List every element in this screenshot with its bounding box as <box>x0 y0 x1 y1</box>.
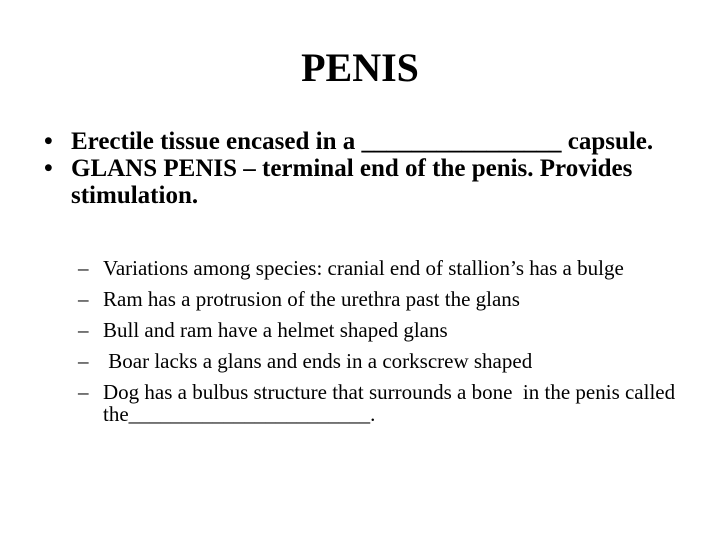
sub-bullet-item <box>78 381 698 425</box>
bullet-list <box>44 128 684 209</box>
sub-bullet-text: Dog has a bulbus structure that surrounds a bone in the penis called the_______________________. <box>103 380 681 426</box>
sub-bullet-text: Bull and ram have a helmet shaped glans <box>103 318 448 342</box>
sub-bullet-text: Boar lacks a glans and ends in a corkscrew shaped <box>103 349 533 373</box>
bullet-item <box>44 128 684 155</box>
sub-bullet-item <box>78 288 698 310</box>
sub-bullet-text: Ram has a protrusion of the urethra past the glans <box>103 287 520 311</box>
slide-title-text: PENIS <box>301 45 419 90</box>
sub-bullet-item <box>78 257 698 279</box>
bullet-marker: • <box>44 128 53 155</box>
dash-marker: – <box>78 256 89 280</box>
sub-bullet-item <box>78 350 698 372</box>
bullet-text: GLANS PENIS – terminal end of the penis. Provides stimulation. <box>71 155 633 209</box>
dash-marker: – <box>78 318 89 342</box>
sub-bullet-item <box>78 319 698 341</box>
dash-marker: – <box>78 287 89 311</box>
bullet-item <box>44 155 684 209</box>
dash-marker: – <box>78 349 89 373</box>
slide-title <box>0 44 720 92</box>
bullet-text: Erectile tissue encased in a ________________ capsule. <box>71 128 654 155</box>
sub-bullet-text: Variations among species: cranial end of stallion’s has a bulge <box>103 256 624 280</box>
sub-bullet-list <box>78 257 698 434</box>
bullet-marker: • <box>44 155 53 182</box>
dash-marker: – <box>78 380 89 404</box>
